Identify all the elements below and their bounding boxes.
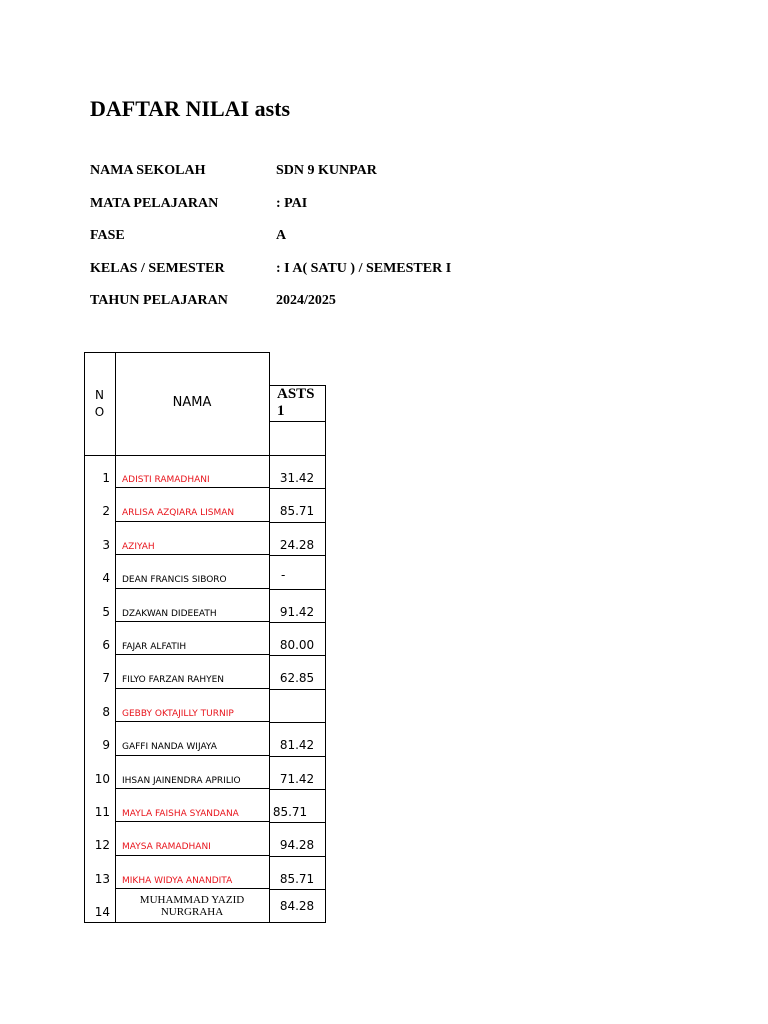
score-value: 91.42 — [279, 604, 315, 619]
info-value: A — [276, 228, 287, 243]
student-name: FAJAR ALFATIH — [122, 642, 187, 652]
info-label: NAMA SEKOLAH — [90, 163, 206, 178]
row-number: 12 — [94, 838, 110, 853]
student-name: ARLISA AZQIARA LISMAN — [122, 508, 235, 519]
value-cell — [269, 689, 326, 722]
score-value: - — [281, 568, 286, 583]
row-number: 7 — [102, 671, 110, 686]
row-number: 11 — [94, 805, 110, 819]
row-number: 14 — [94, 905, 110, 920]
student-name: MUHAMMAD YAZID NURGRAHA — [139, 894, 245, 919]
student-name: IHSAN JAINENDRA APRILIO — [122, 775, 241, 786]
info-label: TAHUN PELAJARAN — [90, 293, 228, 308]
row-number: 3 — [102, 537, 110, 552]
student-name: MAYSA RAMADHANI — [122, 842, 211, 853]
row-number: 1 — [102, 471, 110, 485]
score-value: 85.71 — [279, 504, 315, 519]
row-number: 13 — [94, 871, 110, 886]
row-number: 2 — [102, 504, 110, 519]
student-name: DEAN FRANCIS SIBORO — [122, 575, 227, 586]
header-asts-line-2: 1 — [277, 403, 285, 419]
header-no — [84, 387, 115, 421]
header-asts-line-1: ASTS — [277, 386, 315, 402]
score-value: 85.71 — [272, 805, 308, 819]
row-number: 9 — [102, 738, 110, 753]
info-value: 2024/2025 — [276, 293, 336, 308]
row-number: 8 — [102, 704, 110, 719]
student-name: ADISTI RAMADHANI — [122, 475, 210, 485]
info-value: SDN 9 KUNPAR — [276, 163, 377, 178]
score-value: 71.42 — [279, 771, 315, 786]
score-value: 94.28 — [279, 838, 315, 853]
student-name: GAFFI NANDA WIJAYA — [122, 742, 217, 753]
row-number: 6 — [102, 638, 110, 652]
score-value: 85.71 — [279, 871, 315, 886]
info-label: MATA PELAJARAN — [90, 196, 219, 211]
score-value: 31.42 — [279, 471, 315, 485]
student-name: MIKHA WIDYA ANANDITA — [122, 875, 233, 886]
student-name: GEBBY OKTAJILLY TURNIP — [122, 708, 234, 719]
score-value: 84.28 — [279, 899, 315, 914]
student-name: FILYO FARZAN RAHYEN — [122, 675, 225, 686]
info-value: : PAI — [276, 196, 308, 211]
student-name: MAYLA FAISHA SYANDANA — [122, 809, 239, 819]
row-number: 5 — [102, 604, 110, 619]
info-value: : I A( SATU ) / SEMESTER I — [276, 261, 452, 276]
student-name: DZAKWAN DIDEEATH — [122, 608, 217, 619]
row-number: 4 — [102, 571, 110, 586]
info-label: KELAS / SEMESTER — [90, 261, 225, 276]
header-asts — [277, 386, 323, 420]
student-name: AZIYAH — [122, 541, 155, 552]
header-no-line-2: O — [94, 405, 105, 419]
header-no-line-1: N — [95, 388, 104, 402]
header-name: NAMA — [172, 395, 212, 410]
score-value: 80.00 — [279, 638, 315, 652]
score-value: 81.42 — [279, 738, 315, 753]
score-value: 24.28 — [279, 537, 315, 552]
header-asts-sub-cell — [269, 421, 326, 456]
page-title: DAFTAR NILAI asts — [90, 96, 291, 121]
row-number: 10 — [94, 771, 110, 786]
score-value: 62.85 — [279, 671, 315, 686]
info-label: FASE — [90, 228, 125, 243]
